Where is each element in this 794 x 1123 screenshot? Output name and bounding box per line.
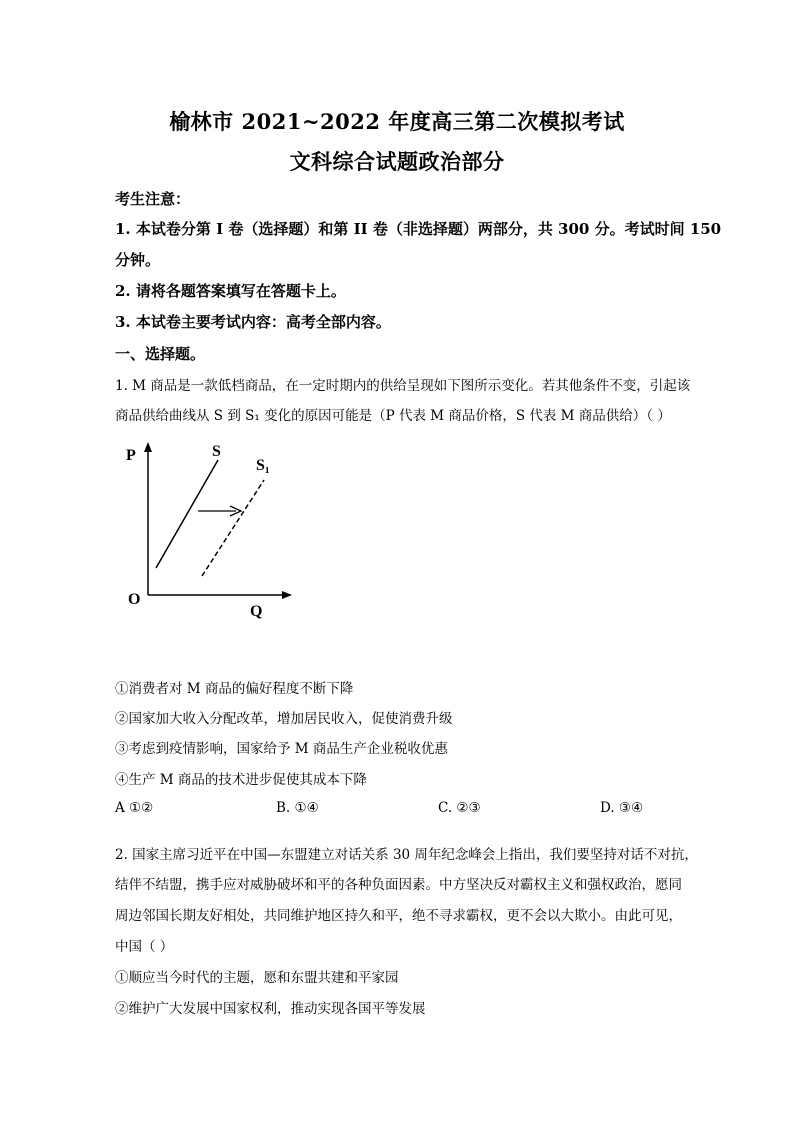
supply-curve-s1 [202, 480, 264, 576]
s-label: S [212, 443, 221, 460]
s1-label: S₁ [256, 457, 270, 474]
q-axis-arrow [282, 591, 292, 599]
q1-choice-a: A ①② [115, 800, 154, 816]
q2-stem-d: 中国（ ） [115, 939, 174, 955]
notice-heading: 考生注意： [115, 190, 191, 208]
q1-option-4: ④生产 M 商品的技术进步促使其成本下降 [115, 772, 367, 788]
notice-line-3: 3. 本试卷主要考试内容：高考全部内容。 [115, 313, 391, 331]
q1-stem-b: 商品供给曲线从 S 到 S₁ 变化的原因可能是（P 代表 M 商品价格，S 代表 M 商品供给）（ ） [115, 408, 671, 424]
q2-option-2: ②维护广大发展中国家权利，推动实现各国平等发展 [115, 1001, 426, 1017]
q1-choice-b: B. ①④ [276, 800, 319, 816]
q2-stem-b: 结伴不结盟，携手应对威胁破坏和平的各种负面因素。中方坚决反对霸权主义和强权政治，愿同 [115, 877, 682, 893]
supply-curve-graph [118, 440, 308, 630]
p-label: P [126, 447, 136, 464]
supply-curve-s [156, 460, 218, 568]
o-label: O [128, 591, 141, 608]
notice-line-1b: 分钟。 [115, 251, 161, 269]
notice-line-1a: 1. 本试卷分第 I 卷（选择题）和第 II 卷（非选择题）两部分，共 300 分。考试时间 150 [115, 220, 722, 238]
p-axis-arrow [144, 442, 152, 452]
q2-stem-c: 周边邻国长期友好相处，共同维护地区持久和平，绝不寻求霸权，更不会以大欺小。由此可见， [115, 908, 682, 924]
q1-choice-d: D. ③④ [600, 800, 644, 816]
q1-option-2: ②国家加大收入分配改革，增加居民收入，促使消费升级 [115, 711, 453, 727]
notice-line-2: 2. 请将各题答案填写在答题卡上。 [115, 282, 346, 300]
q2-stem-a: 2. 国家主席习近平在中国—东盟建立对话关系 30 周年纪念峰会上指出，我们要坚持对话不对抗， [115, 847, 698, 863]
q1-option-1: ①消费者对 M 商品的偏好程度不断下降 [115, 681, 354, 697]
q1-choice-c: C. ②③ [438, 800, 481, 816]
q1-stem-a: 1. M 商品是一款低档商品，在一定时期内的供给呈现如下图所示变化。若其他条件不变，引起该 [115, 378, 691, 394]
page-subtitle: 文科综合试题政治部分 [289, 149, 505, 174]
q-label: Q [250, 603, 263, 620]
q1-option-3: ③考虑到疫情影响，国家给予 M 商品生产企业税收优惠 [115, 741, 448, 757]
q2-option-1: ①顺应当今时代的主题，愿和东盟共建和平家园 [115, 970, 399, 986]
section-title: 一、选择题。 [115, 345, 206, 363]
page-title: 榆林市 2021~2022 年度高三第二次模拟考试 [169, 109, 625, 134]
